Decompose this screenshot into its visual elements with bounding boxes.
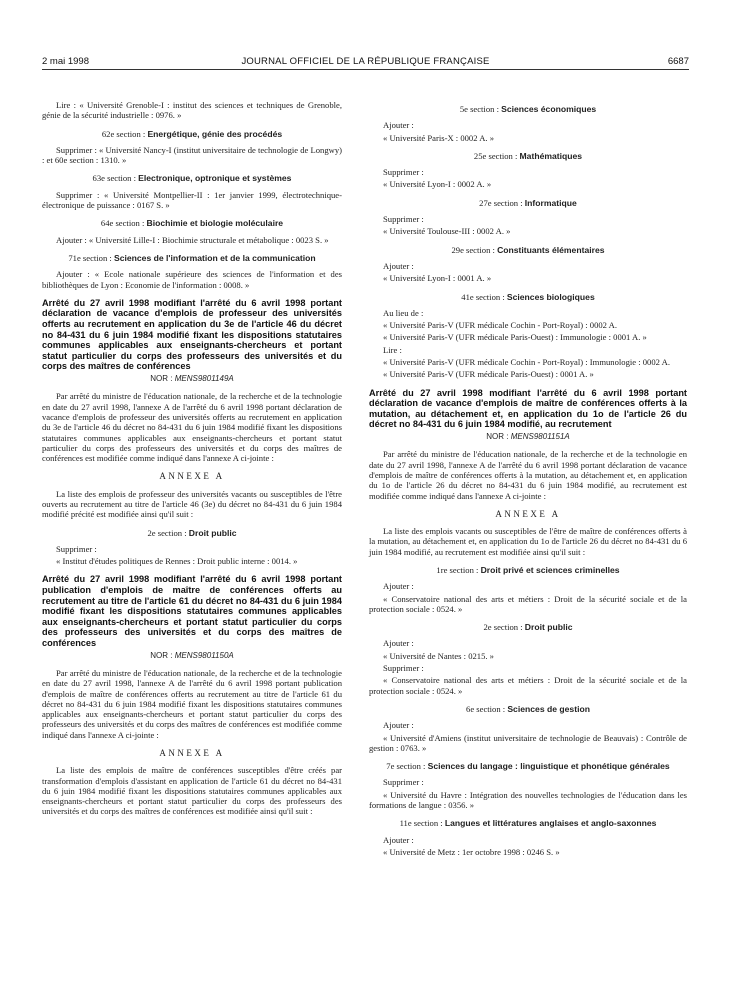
section-name: Sciences économiques bbox=[501, 104, 597, 114]
section-heading bbox=[369, 704, 687, 714]
section-number: 2e section : bbox=[147, 527, 187, 538]
list-entry: « Université d'Amiens (institut universitaire de technologie de Beauvais) : Contrôle de gestion : 0763. » bbox=[369, 732, 687, 753]
section-name: Informatique bbox=[524, 197, 577, 208]
list-entry: « Université Paris-V (UFR médicale Cochin - Port-Royal) : Immunologie : 0002 A. bbox=[383, 357, 670, 368]
section-number: 64e section : bbox=[100, 218, 145, 229]
section-number: 25e section : bbox=[473, 150, 518, 161]
nor-reference bbox=[369, 432, 687, 442]
action-label: Au lieu de : bbox=[383, 307, 424, 318]
page-number: 6687 bbox=[667, 56, 689, 67]
section-heading bbox=[369, 565, 687, 575]
nor-label: NOR : bbox=[150, 374, 173, 384]
annexe-text: La liste des emplois vacants ou susceptibles de l'être de maître de conférences offerts à la mutation, au détachement et, en application du 1o de l'article 26 du décret no 84-431 du 6 juin 1984 modifié, au recrutement est modifiée ainsi qu'il suit : bbox=[369, 526, 687, 557]
intro-paragraph: Lire : « Université Grenoble-I : institut des sciences et techniques de Grenoble, génie de la sécurité industrielle : 0976. » bbox=[42, 100, 342, 121]
section-name: Langues et littératures anglaises et anglo-saxonnes bbox=[444, 818, 657, 829]
section-name: Constituants élémentaires bbox=[497, 244, 605, 255]
list-entry: « Université de Metz : 1er octobre 1998 : 0246 S. » bbox=[383, 846, 560, 857]
section-name: Droit privé et sciences criminelles bbox=[480, 564, 620, 575]
section-heading bbox=[369, 245, 687, 255]
decree-body: Par arrêté du ministre de l'éducation nationale, de la recherche et de la technologie en date du 27 avril 1998, l'annexe A de l'arrêté du 6 avril 1998 portant publication d'emplois de maître de conférences offerts au recrutement au titre de l'article 61 du décret no 84-431 du 6 juin 1984 modifié fixant les dispositions statutaires communes applicables aux enseignants-chercheurs et portant statut particulier du corps des professeurs des universités et du corps des maîtres de conférences est modifiée comme indiqué dans l'annexe A ci-jointe : bbox=[42, 667, 342, 740]
section-heading bbox=[42, 253, 342, 263]
section-heading bbox=[369, 104, 687, 114]
section-number: 62e section : bbox=[101, 128, 146, 139]
list-entry: « Université Lyon-I : 0002 A. » bbox=[383, 179, 492, 190]
section-name: Droit public bbox=[524, 622, 573, 633]
section-number: 1re section : bbox=[436, 564, 479, 575]
section-number: 41e section : bbox=[461, 291, 505, 302]
action-label: Lire : bbox=[383, 344, 402, 355]
section-text: Ajouter : « Université Lille-I : Biochimie structurale et métabolique : 0023 S. » bbox=[56, 234, 329, 245]
section-number: 29e section : bbox=[451, 244, 495, 255]
section-name: Mathématiques bbox=[519, 150, 583, 161]
decree-title: Arrêté du 27 avril 1998 modifiant l'arrêté du 6 avril 1998 portant publication d'emplois de maître de conférences offerts au recrutement au titre de l'article 61 du décret no 84-431 du 6 juin 1984 modifié fixant les dispositions statutaires communes applicables aux enseignants-chercheurs et portant statut particulier du corps des professeurs des universités et du corps des maîtres de conférences bbox=[42, 574, 342, 649]
right-column bbox=[369, 100, 687, 859]
section-name: Biochimie et biologie moléculaire bbox=[146, 218, 284, 229]
action-label: Ajouter : bbox=[383, 581, 414, 592]
list-entry: « Université Paris-X : 0002 A. » bbox=[383, 132, 494, 143]
section-heading bbox=[42, 218, 342, 228]
section-heading bbox=[42, 173, 342, 183]
section-heading bbox=[369, 292, 687, 302]
section-name: Sciences de gestion bbox=[507, 703, 590, 714]
section-text: Supprimer : « Université Nancy-I (institut universitaire de technologie de Longwy) : et 60e section : 1310. » bbox=[42, 144, 342, 166]
section-name: Energétique, génie des procédés bbox=[147, 128, 283, 139]
section-number: 71e section : bbox=[68, 252, 112, 263]
section-name: Sciences biologiques bbox=[506, 291, 595, 302]
section-name: Droit public bbox=[188, 527, 237, 538]
section-heading bbox=[369, 198, 687, 208]
section-heading bbox=[369, 622, 687, 632]
section-number: 63e section : bbox=[92, 173, 136, 184]
list-entry: « Université Paris-V (UFR médicale Paris-Ouest) : Immunologie : 0001 A. » bbox=[383, 332, 647, 343]
action-label: Ajouter : bbox=[383, 260, 414, 271]
list-entry: « Université Paris-V (UFR médicale Paris-Ouest) : 0001 A. » bbox=[383, 369, 594, 380]
section-heading bbox=[42, 129, 342, 139]
annexe-text: La liste des emplois de maître de conférences susceptibles d'être créés par transformation d'emplois d'assistant en application de l'article 61 du décret no 84-431 du 6 juin 1984 modifié fixant les dispositions statutaires communes applicables aux enseignants-chercheurs et portant statut particulier du corps des professeurs des universités et du corps des maîtres de conférences est modifiée ainsi qu'il suit : bbox=[42, 765, 342, 817]
list-entry: « Conservatoire national des arts et métiers : Droit de la sécurité sociale et de la protection sociale : 0524. » bbox=[369, 675, 687, 696]
action-label: Supprimer : bbox=[383, 167, 424, 178]
nor-code: MENS9801150A bbox=[174, 650, 234, 660]
list-entry: « Conservatoire national des arts et métiers : Droit de la sécurité sociale et de la protection sociale : 0524. » bbox=[369, 593, 687, 614]
section-heading bbox=[369, 818, 687, 828]
section-name: Sciences du langage : linguistique et phonétique générales bbox=[427, 761, 670, 772]
section-text: Ajouter : « Ecole nationale supérieure des sciences de l'information et des bibliothèques de Lyon : Economie de l'information : 0008. » bbox=[42, 269, 342, 290]
decree-title: Arrêté du 27 avril 1998 modifiant l'arrêté du 6 avril 1998 portant déclaration de vacance d'emplois de professeur des universités offerts au recrutement en application du 3e de l'article 46 du décret no 84-431 du 6 juin 1984 modifié fixant les dispositions statutaires communes applicables aux enseignants-chercheurs et portant statut particulier du corps des professeurs des universités et du corps des maîtres de conférences bbox=[42, 297, 342, 372]
list-entry: « Université du Havre : Intégration des nouvelles technologies de l'éducation dans les formations de langue : 0356. » bbox=[369, 789, 687, 811]
nor-label: NOR : bbox=[486, 432, 509, 442]
nor-code: MENS9801151A bbox=[510, 432, 570, 442]
action-label: Ajouter : bbox=[383, 638, 414, 649]
section-heading bbox=[369, 761, 687, 771]
nor-label: NOR : bbox=[150, 650, 173, 660]
list-entry: « Université Paris-V (UFR médicale Cochin - Port-Royal) : 0002 A. bbox=[383, 320, 617, 331]
decree-body: Par arrêté du ministre de l'éducation nationale, de la recherche et de la technologie en date du 27 avril 1998, l'annexe A de l'arrêté du 6 avril 1998 portant déclaration de vacance d'emplois de maître de conférences offerts à la mutation, au détachement et, en application du 1o de l'article 26 du décret no 84-431 du 6 juin 1984 modifié, au recrutement est modifiée comme indiqué dans l'annexe A ci-jointe : bbox=[369, 449, 687, 501]
list-entry: « Université Lyon-I : 0001 A. » bbox=[383, 273, 492, 284]
section-name: Sciences de l'information et de la communication bbox=[113, 252, 316, 263]
section-number: 5e section : bbox=[459, 104, 499, 114]
section-name: Electronique, optronique et systèmes bbox=[138, 173, 292, 184]
page-header bbox=[42, 55, 689, 70]
annexe-heading: ANNEXE A bbox=[159, 471, 225, 482]
header-date: 2 mai 1998 bbox=[42, 56, 90, 67]
section-number: 11e section : bbox=[399, 818, 443, 829]
list-entry: « Institut d'études politiques de Rennes : Droit public interne : 0014. » bbox=[56, 556, 298, 567]
journal-title: JOURNAL OFFICIEL DE LA RÉPUBLIQUE FRANÇAISE bbox=[241, 56, 490, 67]
action-label: Supprimer : bbox=[383, 777, 424, 788]
nor-code: MENS9801149A bbox=[174, 374, 234, 384]
section-number: 27e section : bbox=[479, 197, 523, 208]
action-label: Ajouter : bbox=[383, 120, 414, 131]
annexe-heading: ANNEXE A bbox=[159, 748, 225, 758]
annexe-text: La liste des emplois de professeur des universités vacants ou susceptibles de l'être ouverts au recrutement au titre de l'article 46 (3e) du décret no 84-431 du 6 juin 1984 modifié précité est modifiée ainsi qu'il suit : bbox=[42, 488, 342, 520]
action-label: Supprimer : bbox=[383, 214, 424, 225]
nor-reference bbox=[42, 651, 342, 661]
action-label: Ajouter : bbox=[383, 834, 414, 845]
action-label: Supprimer : bbox=[56, 543, 97, 554]
list-entry: « Université de Nantes : 0215. » bbox=[383, 650, 494, 661]
left-column bbox=[42, 100, 342, 819]
annexe-heading: ANNEXE A bbox=[495, 508, 561, 519]
action-label: Ajouter : bbox=[383, 720, 414, 731]
decree-body: Par arrêté du ministre de l'éducation nationale, de la recherche et de la technologie en date du 27 avril 1998, l'annexe A de l'arrêté du 6 avril 1998 portant déclaration de vacance d'emplois de professeur des universités offerts au recrutement en application du 3e de l'article 46 du décret no 84-431 du 6 juin 1984 modifié fixant les dispositions statutaires communes applicables aux enseignants-chercheurs et portant statut particulier du corps des professeurs des universités et du corps des maîtres de conférences est modifiée comme indiqué dans l'annexe A ci-jointe : bbox=[42, 391, 342, 464]
section-text: Supprimer : « Université Montpellier-II : 1er janvier 1999, électrotechnique-électronique de puissance : 0167 S. » bbox=[42, 189, 342, 211]
nor-reference bbox=[42, 374, 342, 384]
section-number: 6e section : bbox=[466, 703, 506, 714]
section-heading bbox=[42, 528, 342, 538]
section-number: 7e section : bbox=[386, 761, 426, 772]
list-entry: « Université Toulouse-III : 0002 A. » bbox=[383, 226, 511, 237]
decree-title: Arrêté du 27 avril 1998 modifiant l'arrêté du 6 avril 1998 portant déclaration de vacance d'emplois de maître de conférences offerts à la mutation, au détachement et, en application du 1o de l'article 26 du décret no 84-431 du 6 juin 1984 modifié, au recrutement bbox=[369, 387, 687, 430]
section-number: 2e section : bbox=[483, 622, 523, 633]
action-label: Supprimer : bbox=[383, 663, 424, 674]
section-heading bbox=[369, 151, 687, 161]
